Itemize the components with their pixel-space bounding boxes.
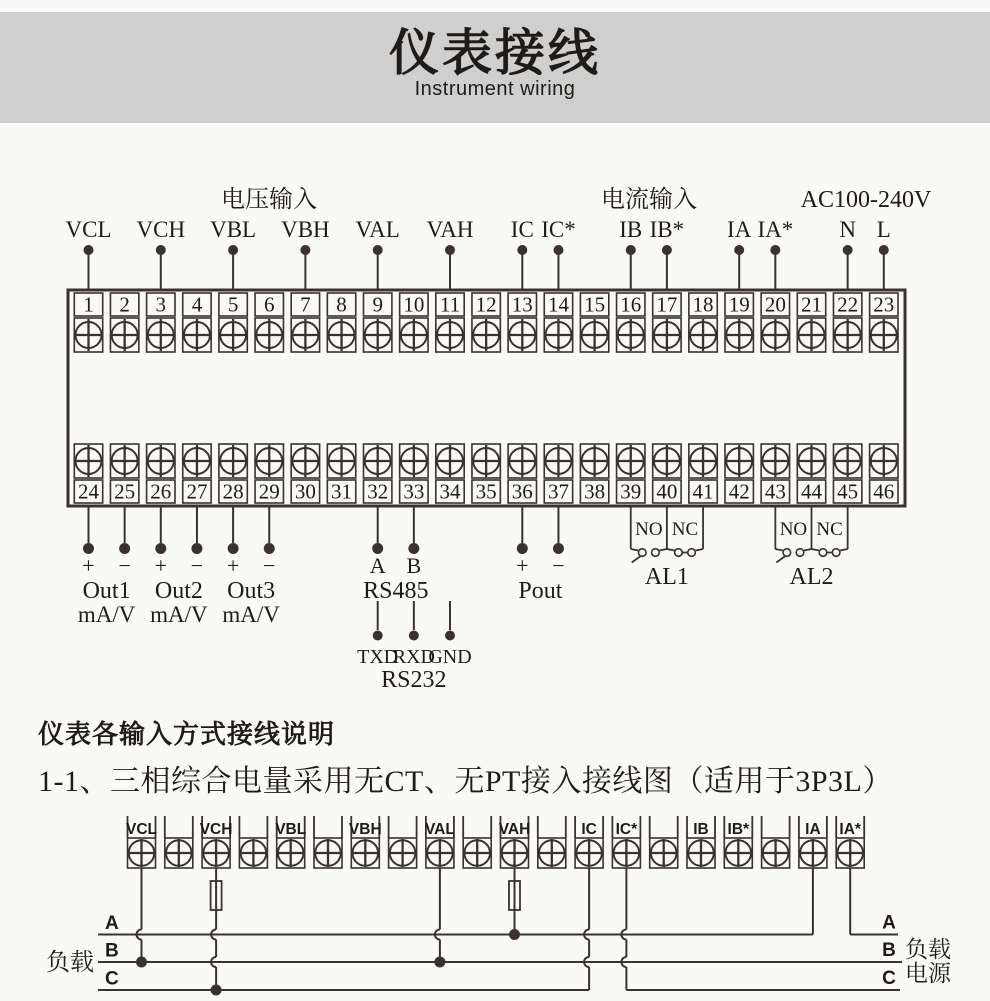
pin-sign: + — [226, 553, 240, 578]
terminal-number: 38 — [584, 479, 606, 504]
pin-sign: + — [516, 553, 529, 578]
phase-label-right: B — [882, 940, 896, 961]
relay-no-label: NO — [635, 519, 663, 540]
terminal-number: 27 — [186, 479, 208, 504]
rs232-pin-label: RXD — [392, 646, 435, 668]
pin-dot — [879, 245, 889, 255]
output-group-label: RS485 — [363, 578, 429, 604]
contact-blade-open-icon — [632, 556, 641, 563]
phase-label-left: B — [105, 940, 119, 962]
terminal-number: 24 — [78, 479, 99, 504]
terminal-number: 21 — [801, 292, 822, 317]
terminal-number: 4 — [191, 292, 203, 317]
pin-sign: B — [406, 553, 422, 578]
terminal-number: 46 — [873, 479, 895, 504]
terminal-label: IA — [805, 821, 821, 838]
phase-label-right: C — [882, 968, 896, 989]
pin-label: IC — [510, 217, 534, 242]
terminal-number: 36 — [511, 479, 533, 504]
contact-point-icon — [652, 549, 660, 557]
pin-sign: + — [82, 553, 95, 578]
contact-stub — [631, 549, 639, 551]
terminal-number: 2 — [119, 292, 130, 317]
contact-point-icon — [675, 549, 683, 557]
pin-label: VAL — [355, 217, 400, 242]
output-group-label: Out3 — [227, 578, 276, 604]
terminal-number: 20 — [764, 292, 786, 317]
load-source-label-right: 负载 — [905, 937, 951, 962]
terminal-number: 25 — [114, 479, 136, 504]
pin-sign: − — [263, 553, 276, 578]
pin-dot — [843, 245, 853, 255]
pin-dot — [228, 245, 238, 255]
contact-blade-open-icon — [776, 556, 785, 563]
rs232-pin-label: TXD — [357, 646, 399, 668]
pin-label: N — [839, 217, 856, 242]
contact-stub — [840, 549, 848, 551]
phase-label-left: A — [105, 913, 119, 934]
terminal-label: VAL — [424, 821, 455, 838]
terminal-number: 11 — [439, 292, 461, 317]
pin-label: IB* — [649, 217, 685, 242]
relay-label: AL1 — [644, 564, 689, 590]
pin-label: IA — [727, 217, 752, 242]
rs232-pin-dot — [445, 631, 455, 641]
contact-point-icon — [819, 549, 827, 557]
pin-sign: + — [154, 553, 168, 578]
input-group-label: 电流输入 — [601, 187, 697, 213]
contact-point-icon — [796, 549, 804, 557]
pin-dot — [300, 245, 310, 255]
terminal-number: 9 — [372, 292, 383, 317]
output-group-sub: mA/V — [150, 602, 208, 627]
load-label-left: 负载 — [46, 950, 94, 976]
output-group-label: Pout — [518, 578, 563, 604]
input-group-label: 电压输入 — [221, 187, 317, 213]
terminal-number: 44 — [801, 479, 822, 504]
connection-dot — [509, 929, 520, 940]
rs232-label: RS232 — [381, 667, 447, 693]
contact-stub — [667, 549, 675, 551]
terminal-label: VAH — [498, 821, 531, 838]
pin-sign: − — [552, 553, 565, 578]
pin-dot — [553, 245, 563, 255]
terminal-number: 34 — [439, 479, 461, 504]
terminal-number: 23 — [873, 292, 895, 317]
terminal-number: 29 — [258, 479, 280, 504]
terminal-number: 30 — [294, 479, 316, 504]
terminal-number: 33 — [403, 479, 425, 504]
terminal-number: 14 — [547, 292, 569, 317]
terminal-label: VBL — [275, 821, 307, 838]
terminal-number: 43 — [764, 479, 786, 504]
terminal-number: 26 — [150, 479, 172, 504]
terminal-number: 18 — [692, 292, 714, 317]
terminal-number: 22 — [837, 292, 859, 317]
pin-label: VBL — [210, 217, 257, 242]
input-group-label: AC100-240V — [800, 187, 932, 213]
relay-nc-label: NC — [816, 519, 843, 540]
rs232-pin-dot — [409, 631, 419, 641]
output-group-label: Out1 — [82, 578, 131, 604]
contact-stub — [659, 549, 667, 551]
output-group-label: Out2 — [154, 578, 203, 604]
pin-dot — [734, 245, 744, 255]
contact-point-icon — [638, 549, 646, 557]
relay-label: AL2 — [789, 564, 834, 590]
contact-point-icon — [832, 549, 840, 557]
terminal-number: 7 — [300, 292, 311, 317]
rs232-pin-dot — [373, 631, 383, 641]
terminal-number: 13 — [511, 292, 533, 317]
output-group-sub: mA/V — [222, 602, 280, 627]
terminal-number: 1 — [83, 292, 94, 317]
terminal-number: 32 — [367, 479, 389, 504]
terminal-number: 19 — [728, 292, 750, 317]
page-title: 仪表接线 — [389, 25, 601, 81]
terminal-number: 40 — [656, 479, 678, 504]
pin-label: IA* — [757, 217, 794, 242]
contact-stub — [775, 549, 783, 551]
pin-label: IC* — [541, 217, 576, 242]
pin-dot — [770, 245, 780, 255]
contact-stub — [804, 549, 812, 551]
relay-nc-label: NC — [671, 519, 699, 540]
terminal-label: IB — [693, 821, 709, 838]
pin-dot — [84, 245, 94, 255]
section-subheading: 1-1、三相综合电量采用无CT、无PT接入接线图（适用于3P3L） — [38, 765, 893, 798]
terminal-number: 42 — [728, 479, 750, 504]
terminal-label: VCL — [126, 821, 157, 838]
pin-label: L — [876, 217, 891, 242]
section-heading: 仪表各输入方式接线说明 — [38, 719, 336, 749]
terminal-label: IB* — [727, 821, 750, 838]
pin-dot — [445, 245, 455, 255]
pin-dot — [662, 245, 672, 255]
terminal-number: 35 — [475, 479, 497, 504]
terminal-number: 28 — [222, 479, 244, 504]
pin-dot — [517, 245, 527, 255]
pin-dot — [626, 245, 636, 255]
terminal-number: 3 — [155, 292, 167, 317]
pin-dot — [373, 245, 383, 255]
output-group-sub: mA/V — [77, 602, 136, 627]
terminal-number: 41 — [692, 479, 714, 504]
terminal-number: 12 — [475, 292, 497, 317]
pin-dot — [156, 245, 166, 255]
connection-dot — [434, 957, 445, 968]
pin-label: VCH — [136, 217, 186, 242]
terminal-label: VBH — [348, 821, 382, 838]
contact-point-icon — [783, 549, 791, 557]
terminal-label: VCH — [199, 821, 233, 838]
contact-stub — [812, 549, 820, 551]
pin-sign: − — [118, 553, 131, 578]
connection-dot — [136, 957, 147, 968]
pin-label: VCL — [65, 217, 112, 242]
terminal-label: IA* — [839, 821, 861, 838]
terminal-number: 16 — [620, 292, 642, 317]
terminal-number: 39 — [620, 479, 642, 504]
terminal-label: IC — [581, 821, 597, 838]
terminal-number: 17 — [656, 292, 678, 317]
pin-sign: A — [369, 553, 386, 578]
contact-point-icon — [688, 549, 696, 557]
terminal-number: 8 — [336, 292, 347, 317]
phase-label-left: C — [105, 968, 119, 990]
pin-label: IB — [619, 217, 643, 242]
page-subtitle: Instrument wiring — [414, 77, 576, 100]
terminal-number: 6 — [264, 292, 275, 317]
rs232-pin-label: GND — [428, 646, 472, 668]
phase-label-right: A — [882, 912, 896, 934]
terminal-label: IC* — [615, 821, 638, 838]
terminal-number: 45 — [837, 479, 859, 504]
relay-no-label: NO — [779, 519, 808, 540]
pin-label: VBH — [281, 217, 330, 242]
terminal-number: 31 — [331, 479, 353, 504]
pin-sign: − — [190, 553, 204, 578]
load-source-label-right: 电源 — [905, 961, 951, 986]
contact-stub — [696, 549, 704, 551]
terminal-number: 37 — [547, 479, 569, 504]
terminal-number: 5 — [227, 292, 239, 317]
terminal-number: 10 — [403, 292, 425, 317]
pin-label: VAH — [426, 217, 474, 242]
connection-dot — [211, 985, 222, 996]
terminal-number: 15 — [584, 292, 606, 317]
